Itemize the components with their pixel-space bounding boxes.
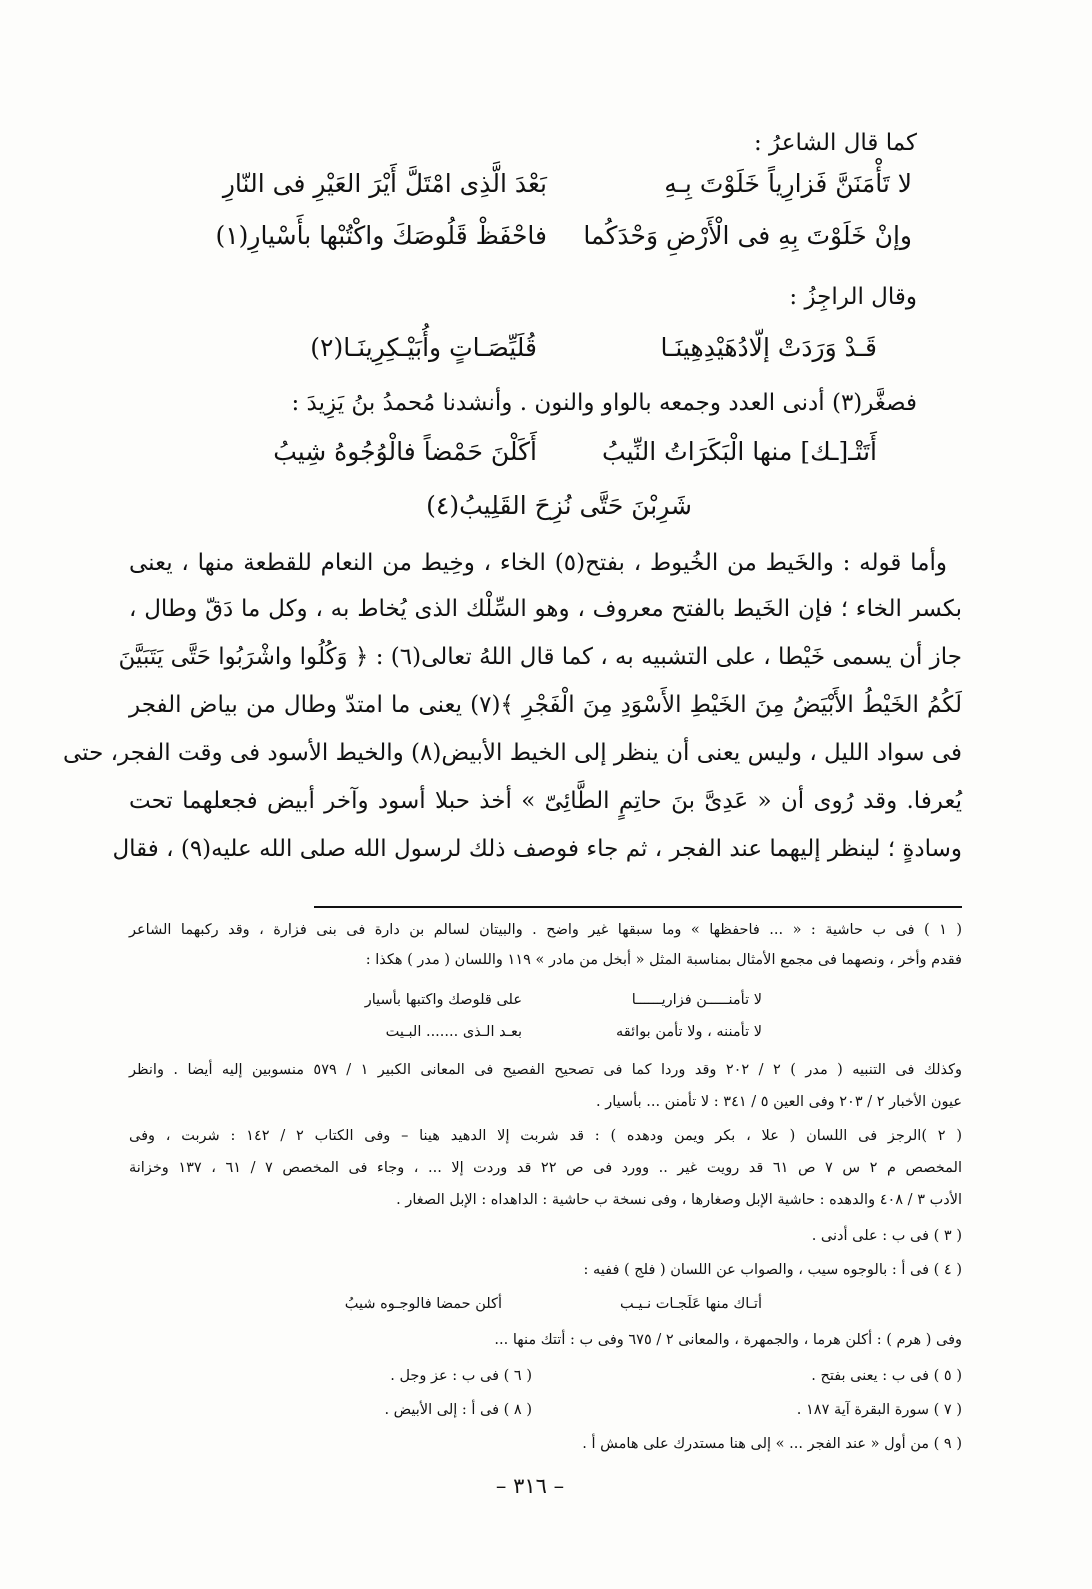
footnote-verse-first: أتـاك منها عَلَجـات نـيـب <box>619 1296 762 1312</box>
verse3-second: أَكَلْنَ حَمْضاً فالْوُجُوهُ شِيبُ <box>273 437 537 466</box>
footnote-line: وكذلك فى التنبيه ( مدر ) ٢ / ٢٠٢ وقد وردا كما فى تصحيح الفصيح فى المعانى الكبير ١ / ٥٧٩ منسوبين إليه أيضا . وانظر <box>129 1062 962 1078</box>
verse2-first: قَـدْ وَرَدَتْ إلّادُهَيْدِهِينَـا <box>660 333 877 362</box>
footnote-line: ( ٢ )الرجز فى اللسان ( علا ، بكر ويمن ودهده ) : قد شربت إلا الدهيد هينا – وفى الكتاب ٢ / ١٤٢ : شربت ، وفى <box>129 1128 963 1144</box>
footnote-separator <box>314 906 962 908</box>
footnote-line: ( ٩ ) من أول « عند الفجر ... » إلى هنا مستدرك على هامش أ . <box>582 1436 962 1452</box>
footnote-line: ( ١ ) فى ب حاشية : « ... فاحفظها » وما سبقها غير واضح . والبيتان لسالم بن دارة فى بنى فزارة ، وقد ركبهما الشاعر <box>129 922 962 938</box>
footnote-line: ( ٦ ) فى ب : عز وجل . <box>390 1368 532 1384</box>
paragraph-line: يُعرفا. وقد رُوى أن « عَدِىَّ بنَ حاتِمٍ الطَّائِىّ » أخذ حبلا أسود وآخر أبيض فجعلهما تحت <box>129 788 962 814</box>
paragraph-line: وأما قوله : والخَيط من الخُيوط ، بفتح(٥) الخاء ، وخِيط من النعام للقطعة منها ، يعنى <box>129 550 947 576</box>
verse3-first: أَتَتْـ[ـك] منها الْبَكَرَاتُ النِّيبُ <box>602 437 877 466</box>
footnote-verse-second: أكلن حمضا فالوجـوه شيبُ <box>344 1296 502 1312</box>
footnote-line: ( ٣ ) فى ب : على أدنى . <box>811 1228 962 1244</box>
verse3-third: شَرِبْنَ حَتَّى نُزِحَ القَلِيبُ(٤) <box>426 491 692 520</box>
footnote-verse-second: بعـد الـذى ....... البـيت <box>385 1024 522 1040</box>
intro-muhammad: فصغَّر(٣) أدنى العدد وجمعه بالواو والنون . وأنشدنا مُحمدُ بنُ يَزِيدَ : <box>291 390 917 416</box>
intro-rajiz: وقال الراجِزُ : <box>789 284 917 310</box>
footnote-verse-first: لا تأمننه ، ولا تأمن بوائقه <box>616 1024 762 1040</box>
footnote-line: ( ٧ ) سورة البقرة آية ١٨٧ . <box>796 1402 962 1418</box>
paragraph-line: فى سواد الليل ، وليس يعنى أن ينظر إلى الخيط الأبيض(٨) والخيط الأسود فى وقت الفجر، حتى <box>62 740 962 766</box>
verse2-second: قُلَيِّصَـاتٍ وأُبَيْـكِرِينَـا(٢) <box>310 333 537 362</box>
paragraph-line: جاز أن يسمى خَيْطا ، على التشبيه به ، كما قال اللهُ تعالى(٦) : ﴿ وَكُلُوا واشْرَبُوا حَتَّى يَتَبَيَّنَ <box>118 644 962 670</box>
footnote-line: عيون الأخبار ٢ / ٢٠٣ وفى العين ٥ / ٣٤١ : لا تأمنن ... بأسيار . <box>596 1094 962 1110</box>
page-number: – ٣١٦ – <box>495 1474 565 1498</box>
footnote-line: ( ٨ ) فى أ : إلى الأبيض . <box>384 1402 532 1418</box>
footnote-line: وفى ( هرم ) : أكلن هرما ، والجمهرة ، والمعانى ٢ / ٦٧٥ وفى ب : أتتك منها ... <box>494 1332 962 1348</box>
paragraph-line: بكسر الخاء ؛ فإن الخَيط بالفتح معروف ، وهو السِّلْك الذى يُخاط به ، وكل ما دَقّ وطال ، <box>129 596 962 622</box>
footnote-line: ( ٥ ) فى ب : يعنى بفتح . <box>811 1368 962 1384</box>
verse1-line1-second: بَعْدَ الَّذِى امْتَلَّ أَيْرَ العَيْرِ فى النّارِ <box>222 169 547 198</box>
footnote-line: فقدم وأخر ، ونصهما فى مجمع الأمثال بمناسبة المثل « أبخل من مادر » ١١٩ واللسان ( مدر ) هكذا : <box>365 952 962 968</box>
paragraph-line: لَكُمُ الخَيْطُ الأَبْيَضُ مِنَ الخَيْطِ الأَسْوَدِ مِنَ الْفَجْرِ ﴾(٧) يعنى ما امتدّ وطال من بياض الفجر <box>129 692 962 718</box>
footnote-verse-second: على قلوصك واكتبها بأسيار <box>364 992 522 1008</box>
footnote-verse-first: لا تأمنـــــن فزاريــــــا <box>631 992 762 1008</box>
paragraph-line: وسادةٍ ؛ لينظر إليهما عند الفجر ، ثم جاء فوصف ذلك لرسول الله صلى الله عليه(٩) ، فقال <box>112 836 962 862</box>
footnote-line: الأدب ٣ / ٤٠٨ والدهده : حاشية الإبل وصغارها ، وفى نسخة ب حاشية : الداهداه : الإبل الصغار . <box>396 1192 962 1208</box>
verse1-line2-first: وإنْ خَلَوْتَ بِهِ فى الْأَرْضِ وَحْدَكُما <box>583 221 912 250</box>
footnote-line: ( ٤ ) فى أ : بالوجوه سيب ، والصواب عن اللسان ( فلج ) ففيه : <box>583 1262 962 1278</box>
verse1-line1-first: لا تَأْمَنَنَّ فَزارِياً خَلَوْتَ بِـهِ <box>664 169 912 198</box>
footnote-line: المخصص م ٢ س ٧ ص ٦١ قد رويت غير .. وورد فى ص ٢٢ قد وردت إلا ... ، وجاء فى المخصص ٧ / ٦١ ، ١٣٧ وخزانة <box>129 1160 962 1176</box>
intro-poet: كما قال الشاعرُ : <box>754 130 917 156</box>
verse1-line2-second: فاحْفَظْ قَلُوصَكَ واكْتُبْها بأَسْيارِ(١) <box>215 221 547 250</box>
